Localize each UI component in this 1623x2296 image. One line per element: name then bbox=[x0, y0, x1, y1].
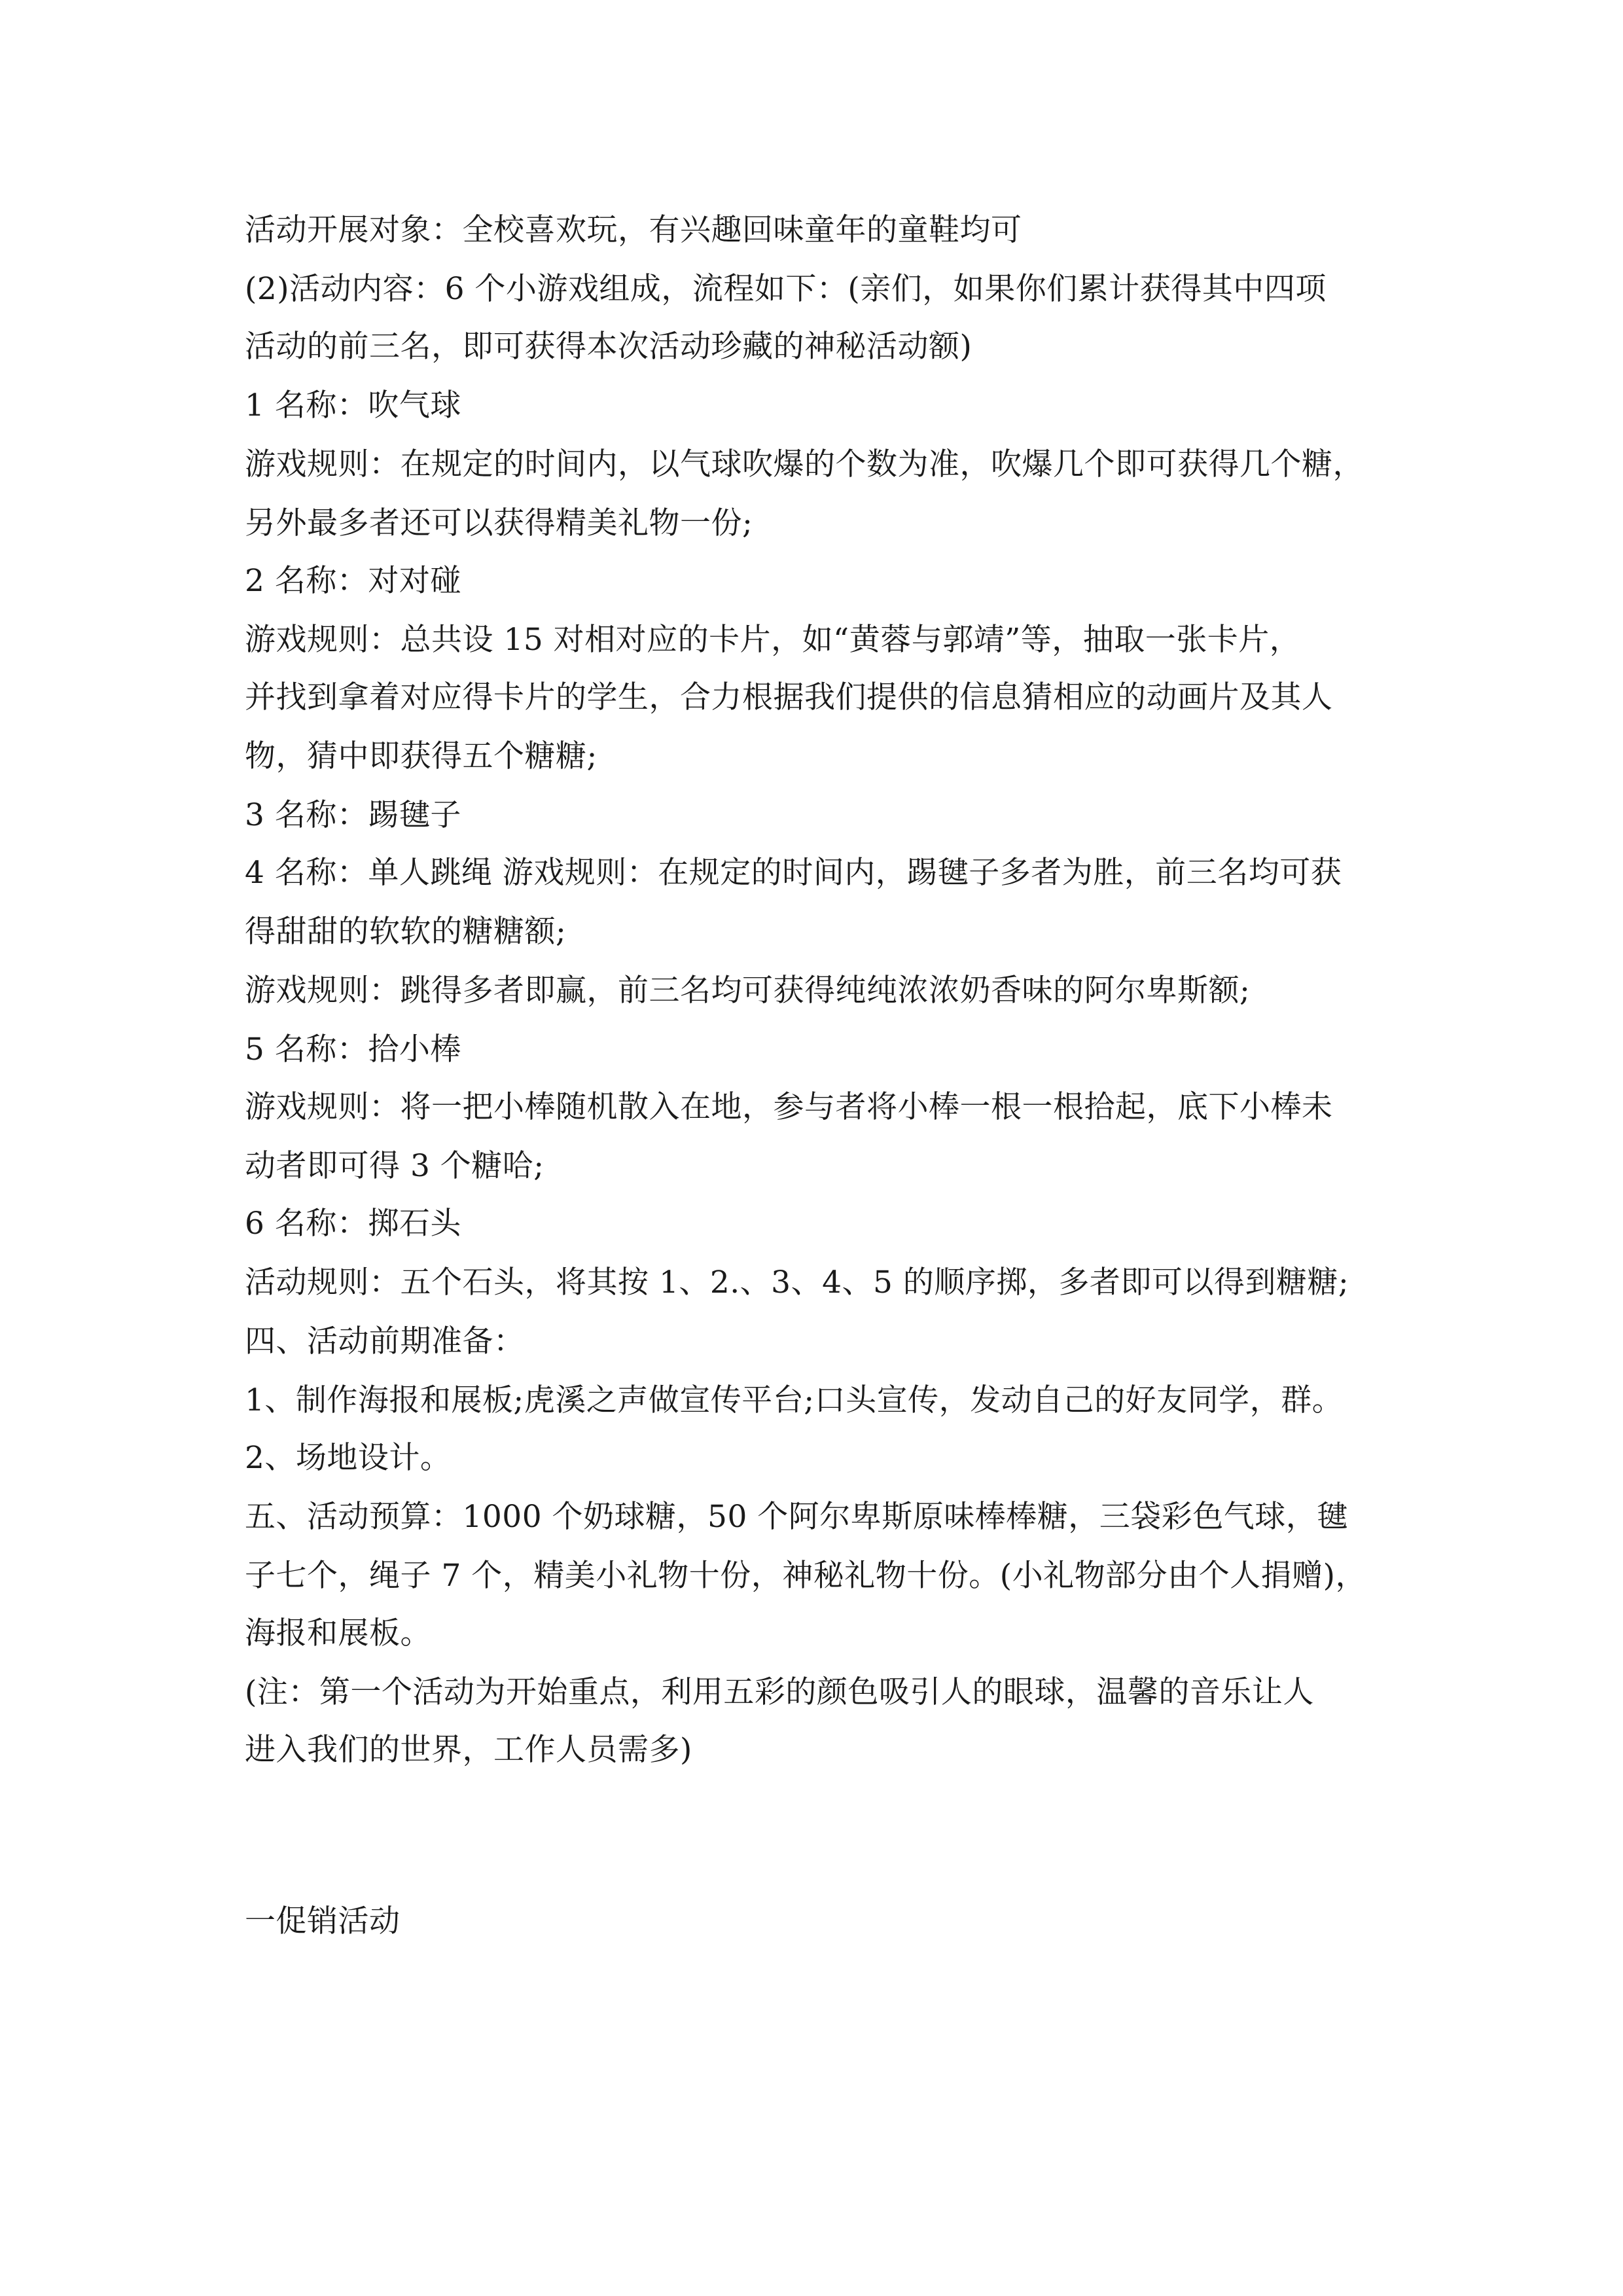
text-line-game-2-rules: 游戏规则：总共设 15 对相对应的卡片，如“黄蓉与郭靖”等，抽取一张卡片， bbox=[245, 622, 1301, 658]
text-line-activity-content: (2)活动内容：6 个小游戏组成，流程如下：(亲们，如果你们累计获得其中四项 bbox=[245, 271, 1327, 307]
text-line-budget-end: 海报和展板。 bbox=[245, 1615, 431, 1651]
text-line-game-5-rules: 游戏规则：将一把小棒随机散入在地，参与者将小棒一根一根拾起，底下小棒未 bbox=[245, 1089, 1333, 1125]
text-line-section-budget: 五、活动预算：1000 个奶球糖，50 个阿尔卑斯原味棒棒糖，三袋彩色气球，毽 bbox=[245, 1499, 1348, 1535]
text-line-note-cont: 进入我们的世界，工作人员需多) bbox=[245, 1732, 692, 1768]
text-line-activity-content-cont: 活动的前三名，即可获得本次活动珍藏的神秘活动额) bbox=[245, 329, 972, 365]
text-line-game-6-name: 6 名称：掷石头 bbox=[245, 1206, 461, 1242]
text-line-game-2-name: 2 名称：对对碰 bbox=[245, 563, 461, 599]
text-line-target-audience: 活动开展对象：全校喜欢玩，有兴趣回味童年的童鞋均可 bbox=[245, 212, 1022, 248]
text-line-game-1-name: 1 名称：吹气球 bbox=[245, 387, 461, 423]
text-line-budget-cont: 子七个，绳子 7 个，精美小礼物十份，神秘礼物十份。(小礼物部分由个人捐赠)， bbox=[245, 1558, 1366, 1594]
text-line-prep-item-1: 1、制作海报和展板;虎溪之声做宣传平台;口头宣传，发动自己的好友同学，群。 bbox=[245, 1382, 1344, 1418]
text-line-game-1-rules-cont: 另外最多者还可以获得精美礼物一份; bbox=[245, 505, 753, 541]
text-line-game-1-rules: 游戏规则：在规定的时间内，以气球吹爆的个数为准，吹爆几个即可获得几个糖， bbox=[245, 446, 1364, 482]
text-line-game-2-rules-cont: 并找到拿着对应得卡片的学生，合力根据我们提供的信息猜相应的动画片及其人 bbox=[245, 679, 1333, 715]
text-line-section-preparation: 四、活动前期准备： bbox=[245, 1323, 525, 1359]
text-line-note: (注：第一个活动为开始重点，利用五彩的颜色吸引人的眼球，温馨的音乐让人 bbox=[245, 1674, 1314, 1710]
text-line-game-5-name: 5 名称：拾小棒 bbox=[245, 1031, 461, 1067]
text-line-game-2-rules-end: 物，猜中即获得五个糖糖; bbox=[245, 738, 597, 774]
text-line-game-3-name: 3 名称：踢毽子 bbox=[245, 797, 461, 833]
text-line-game-4-name: 4 名称：单人跳绳 游戏规则：在规定的时间内，踢毽子多者为胜，前三名均可获 bbox=[245, 855, 1342, 891]
text-line-promotion-heading: 一促销活动 bbox=[245, 1903, 401, 1939]
text-line-game-5-rules-cont: 动者即可得 3 个糖哈; bbox=[245, 1148, 544, 1184]
text-line-game-6-rules: 活动规则：五个石头，将其按 1、2.、3、4、5 的顺序掷，多者即可以得到糖糖; bbox=[245, 1265, 1349, 1300]
text-line-game-4-rules-cont: 得甜甜的软软的糖糖额; bbox=[245, 914, 567, 950]
text-line-game-4-rules: 游戏规则：跳得多者即赢，前三名均可获得纯纯浓浓奶香味的阿尔卑斯额; bbox=[245, 973, 1251, 1009]
text-line-prep-item-2: 2、场地设计。 bbox=[245, 1440, 452, 1476]
